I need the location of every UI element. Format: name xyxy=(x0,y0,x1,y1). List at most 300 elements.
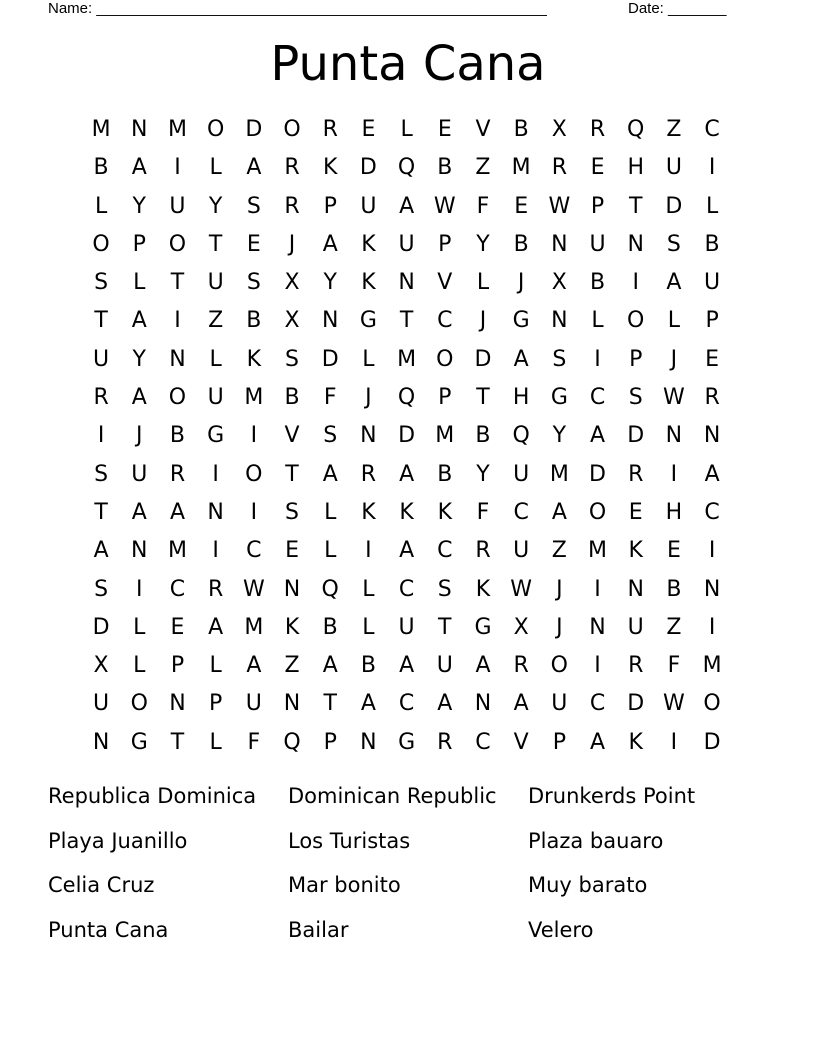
grid-letter: G xyxy=(550,385,568,411)
grid-letter: A xyxy=(704,461,720,487)
grid-letter: I xyxy=(250,499,258,525)
grid-letter: O xyxy=(168,231,187,257)
grid-letter: I xyxy=(212,461,219,487)
grid-letter: D xyxy=(627,691,645,717)
grid-letter: Z xyxy=(666,117,682,142)
grid-letter: C xyxy=(704,499,720,525)
grid-letter: C xyxy=(437,308,453,334)
grid-letter: D xyxy=(589,461,606,487)
grid-letter: L xyxy=(209,729,222,755)
grid-letter: Z xyxy=(666,614,682,640)
grid-letter: N xyxy=(474,691,492,717)
grid-letter: D xyxy=(703,729,721,755)
grid-letter: A xyxy=(169,499,185,525)
grid-letter: C xyxy=(398,576,415,602)
grid-letter: P xyxy=(323,729,337,755)
grid-letter: Y xyxy=(476,231,490,257)
grid-letter: D xyxy=(359,155,377,181)
grid-letter: S xyxy=(94,576,109,602)
grid-letter: A xyxy=(131,499,147,525)
grid-letter: U xyxy=(627,614,644,640)
grid-letter: N xyxy=(131,117,148,142)
grid-letter: X xyxy=(284,308,300,334)
word-list-item: Dominican Republic xyxy=(288,784,497,808)
grid-letter: L xyxy=(362,614,375,640)
grid-letter: R xyxy=(322,117,338,142)
grid-letter: F xyxy=(476,499,490,525)
grid-letter: P xyxy=(629,346,643,372)
grid-letter: B xyxy=(513,117,529,142)
grid-letter: R xyxy=(551,155,567,181)
grid-letter: D xyxy=(627,423,645,449)
grid-letter: K xyxy=(475,576,491,602)
grid-letter: P xyxy=(170,653,185,679)
grid-letter: N xyxy=(703,423,721,449)
word-list-item: Velero xyxy=(528,917,594,942)
grid-letter: S xyxy=(437,576,452,602)
grid-letter: D xyxy=(665,193,683,219)
grid-letter: O xyxy=(245,461,263,487)
grid-letter: E xyxy=(666,538,681,564)
grid-letter: N xyxy=(207,499,224,525)
grid-letter: M xyxy=(167,117,187,142)
grid-letter: R xyxy=(628,653,644,679)
grid-letter: K xyxy=(361,499,376,525)
grid-letter: B xyxy=(322,614,338,640)
grid-letter: A xyxy=(513,691,529,717)
grid-letter: I xyxy=(670,461,678,487)
grid-letter: U xyxy=(245,691,262,717)
grid-letter: I xyxy=(97,423,105,449)
grid-letter: U xyxy=(589,231,606,257)
grid-letter: G xyxy=(474,614,492,640)
grid-letter: T xyxy=(208,231,223,257)
grid-letter: N xyxy=(283,691,301,717)
grid-letter: J xyxy=(365,385,372,411)
grid-letter: S xyxy=(666,231,681,257)
grid-letter: L xyxy=(324,538,337,564)
grid-letter: I xyxy=(594,653,601,679)
grid-letter: U xyxy=(665,155,682,181)
grid-letter: S xyxy=(628,385,643,411)
grid-letter: K xyxy=(284,614,300,640)
grid-letter: F xyxy=(247,729,261,755)
grid-letter: T xyxy=(170,270,185,296)
grid-letter: B xyxy=(437,461,453,487)
grid-letter: U xyxy=(360,193,377,219)
grid-letter: S xyxy=(94,270,109,296)
grid-letter: Y xyxy=(323,270,337,296)
grid-letter: A xyxy=(131,308,147,334)
grid-letter: B xyxy=(513,231,529,257)
grid-letter: T xyxy=(285,461,299,487)
grid-letter: H xyxy=(627,155,644,181)
grid-letter: C xyxy=(246,538,262,564)
grid-letter: I xyxy=(708,538,716,564)
grid-letter: J xyxy=(517,270,525,296)
grid-letter: G xyxy=(398,729,416,755)
grid-letter: R xyxy=(437,729,453,755)
grid-letter: R xyxy=(513,653,529,679)
grid-letter: G xyxy=(130,729,148,755)
grid-letter: L xyxy=(209,653,222,679)
grid-letter: K xyxy=(628,538,643,564)
grid-letter: Y xyxy=(208,193,223,219)
grid-letter: A xyxy=(399,461,415,487)
grid-letter: P xyxy=(438,385,452,411)
grid-letter: R xyxy=(169,461,186,487)
grid-letter: N xyxy=(703,576,721,602)
grid-letter: N xyxy=(627,576,644,602)
date-field-label[interactable]: Date: _______ xyxy=(628,0,727,17)
grid-letter: D xyxy=(321,346,339,372)
grid-letter: S xyxy=(94,461,109,487)
grid-letter: K xyxy=(361,231,376,257)
grid-letter: N xyxy=(321,308,339,334)
grid-letter: T xyxy=(476,385,490,411)
grid-letter: M xyxy=(435,423,455,449)
grid-letter: W xyxy=(510,576,533,602)
grid-letter: T xyxy=(94,308,108,334)
grid-letter: J xyxy=(479,308,487,334)
grid-letter: R xyxy=(284,193,300,219)
grid-letter: Z xyxy=(551,538,567,564)
grid-letter: C xyxy=(169,576,186,602)
grid-letter: A xyxy=(590,423,606,449)
grid-letter: C xyxy=(513,499,529,525)
grid-letter: R xyxy=(475,538,491,564)
grid-letter: O xyxy=(436,346,454,372)
grid-letter: H xyxy=(512,385,530,411)
grid-letter: T xyxy=(170,729,185,755)
grid-letter: B xyxy=(666,576,682,602)
grid-letter: U xyxy=(93,346,110,372)
grid-letter: E xyxy=(514,193,529,219)
grid-letter: M xyxy=(549,461,569,487)
grid-letter: S xyxy=(552,346,567,372)
grid-letter: L xyxy=(133,270,146,296)
grid-letter: O xyxy=(206,117,225,142)
grid-letter: B xyxy=(475,423,491,449)
grid-letter: P xyxy=(705,308,719,334)
word-search-grid xyxy=(82,111,731,762)
grid-letter: L xyxy=(133,653,146,679)
grid-letter: Q xyxy=(512,423,530,449)
grid-letter: K xyxy=(246,346,262,372)
grid-letter: L xyxy=(133,614,146,640)
grid-letter: I xyxy=(212,538,219,564)
grid-letter: J xyxy=(670,346,678,372)
grid-letter: I xyxy=(174,155,181,181)
grid-letter: P xyxy=(590,193,605,219)
word-list-item: Drunkerds Point xyxy=(528,784,696,808)
word-list-item: Republica Dominica xyxy=(48,784,257,808)
grid-letter: X xyxy=(93,653,109,679)
grid-letter: O xyxy=(703,691,721,717)
grid-letter: T xyxy=(323,691,337,717)
grid-letter: L xyxy=(362,576,375,602)
grid-letter: N xyxy=(360,423,377,449)
grid-letter: U xyxy=(131,461,148,487)
grid-letter: P xyxy=(438,231,452,257)
grid-letter: E xyxy=(705,346,720,372)
grid-letter: O xyxy=(92,231,110,257)
grid-letter: Q xyxy=(321,576,339,602)
grid-letter: W xyxy=(663,385,685,411)
grid-letter: N xyxy=(169,346,186,372)
grid-letter: I xyxy=(250,423,258,449)
grid-letter: E xyxy=(361,117,376,142)
grid-letter: N xyxy=(551,308,568,334)
grid-letter: A xyxy=(399,653,415,679)
word-list-item: Plaza bauaro xyxy=(528,828,664,853)
grid-letter: J xyxy=(288,231,296,257)
grid-letter: Y xyxy=(132,346,146,372)
grid-letter: J xyxy=(136,423,143,449)
word-list-item: Los Turistas xyxy=(288,828,411,853)
grid-letter: O xyxy=(588,499,607,525)
word-list-item: Playa Juanillo xyxy=(48,828,188,853)
grid-letter: S xyxy=(246,270,261,296)
grid-letter: D xyxy=(474,346,492,372)
grid-letter: U xyxy=(398,231,415,257)
grid-letter: I xyxy=(670,729,678,755)
grid-letter: A xyxy=(208,614,224,640)
grid-letter: I xyxy=(136,576,143,602)
grid-letter: F xyxy=(323,385,337,411)
grid-letter: A xyxy=(437,691,453,717)
grid-letter: R xyxy=(589,117,606,142)
grid-letter: U xyxy=(513,461,530,487)
grid-letter: X xyxy=(284,270,300,296)
grid-letter: I xyxy=(594,576,601,602)
grid-letter: X xyxy=(551,117,567,142)
grid-letter: L xyxy=(591,308,604,334)
grid-letter: O xyxy=(283,117,301,142)
grid-letter: O xyxy=(130,691,148,717)
grid-letter: U xyxy=(551,691,568,717)
grid-letter: I xyxy=(594,346,601,372)
grid-letter: E xyxy=(246,231,261,257)
grid-letter: M xyxy=(167,538,187,564)
grid-letter: Q xyxy=(627,117,645,142)
grid-letter: U xyxy=(207,270,224,296)
grid-letter: I xyxy=(708,614,716,640)
name-field-label[interactable]: Name: ______________________________________________________ xyxy=(48,0,547,17)
grid-letter: N xyxy=(551,231,568,257)
grid-letter: B xyxy=(93,155,109,181)
grid-letter: A xyxy=(551,499,567,525)
grid-letter: C xyxy=(704,117,720,142)
grid-letter: U xyxy=(398,614,415,640)
grid-letter: P xyxy=(323,193,337,219)
grid-letter: D xyxy=(245,117,263,142)
grid-letter: U xyxy=(704,270,721,296)
grid-letter: A xyxy=(93,538,109,564)
grid-letter: Y xyxy=(476,461,490,487)
grid-letter: V xyxy=(475,117,491,142)
grid-letter: G xyxy=(359,308,377,334)
grid-letter: N xyxy=(627,231,644,257)
grid-letter: Y xyxy=(132,193,146,219)
grid-letter: V xyxy=(284,423,300,449)
grid-letter: W xyxy=(548,193,571,219)
grid-letter: A xyxy=(360,691,376,717)
grid-letter: B xyxy=(704,231,720,257)
grid-letter: R xyxy=(208,576,224,602)
grid-letter: U xyxy=(169,193,186,219)
grid-letter: P xyxy=(209,691,223,717)
grid-letter: B xyxy=(284,385,300,411)
grid-letter: T xyxy=(438,614,452,640)
grid-letter: N xyxy=(92,729,110,755)
grid-letter: C xyxy=(475,729,491,755)
grid-letter: F xyxy=(667,653,681,679)
grid-letter: Q xyxy=(397,155,416,181)
grid-letter: U xyxy=(513,538,530,564)
grid-letter: N xyxy=(665,423,683,449)
grid-letter: A xyxy=(399,193,415,219)
word-list-item: Bailar xyxy=(288,917,349,942)
grid-letter: L xyxy=(667,308,681,334)
grid-letter: K xyxy=(323,155,338,181)
grid-letter: L xyxy=(400,117,413,142)
word-list-item: Celia Cruz xyxy=(48,873,155,897)
grid-letter: A xyxy=(475,653,491,679)
grid-letter: A xyxy=(399,538,415,564)
grid-letter: T xyxy=(94,499,108,525)
grid-letter: R xyxy=(628,461,644,487)
grid-letter: A xyxy=(322,461,338,487)
grid-letter: R xyxy=(284,155,300,181)
grid-letter: S xyxy=(285,499,300,525)
grid-letter: Q xyxy=(397,385,416,411)
grid-letter: B xyxy=(360,653,376,679)
grid-letter: B xyxy=(169,423,186,449)
grid-letter: A xyxy=(666,270,682,296)
grid-letter: B xyxy=(589,270,606,296)
grid-letter: Z xyxy=(284,653,300,679)
grid-letter: A xyxy=(590,729,606,755)
grid-letter: K xyxy=(361,270,376,296)
grid-letter: G xyxy=(512,308,530,334)
grid-letter: O xyxy=(168,385,187,411)
grid-letter: P xyxy=(132,231,146,257)
grid-letter: J xyxy=(556,576,563,602)
grid-letter: A xyxy=(322,231,338,257)
grid-letter: W xyxy=(242,576,265,602)
grid-letter: N xyxy=(131,538,148,564)
grid-letter: X xyxy=(513,614,529,640)
grid-letter: L xyxy=(94,193,108,219)
grid-letter: E xyxy=(628,499,643,525)
grid-letter: N xyxy=(169,691,186,717)
grid-letter: L xyxy=(209,346,222,372)
grid-letter: I xyxy=(365,538,372,564)
grid-letter: O xyxy=(550,653,568,679)
grid-letter: E xyxy=(437,117,452,142)
grid-letter: L xyxy=(324,499,337,525)
grid-letter: B xyxy=(246,308,262,334)
grid-letter: D xyxy=(92,614,110,640)
grid-letter: J xyxy=(556,614,563,640)
grid-letter: K xyxy=(437,499,452,525)
grid-letter: N xyxy=(360,729,377,755)
grid-letter: R xyxy=(704,385,720,411)
grid-letter: E xyxy=(170,614,185,640)
grid-letter: C xyxy=(437,538,453,564)
grid-letter: Z xyxy=(475,155,491,181)
grid-letter: P xyxy=(552,729,566,755)
grid-letter: V xyxy=(437,270,453,296)
grid-letter: N xyxy=(589,614,606,640)
grid-letter: C xyxy=(589,385,606,411)
grid-letter: X xyxy=(551,270,567,296)
grid-letter: A xyxy=(322,653,338,679)
grid-letter: R xyxy=(93,385,109,411)
grid-letter: Q xyxy=(283,729,301,755)
grid-letter: M xyxy=(244,385,264,411)
grid-letter: B xyxy=(437,155,453,181)
grid-letter: M xyxy=(511,155,531,181)
grid-letter: K xyxy=(628,729,643,755)
grid-letter: A xyxy=(246,155,262,181)
grid-letter: U xyxy=(436,653,453,679)
grid-letter: I xyxy=(632,270,639,296)
grid-letter: M xyxy=(244,614,264,640)
grid-letter: V xyxy=(513,729,529,755)
grid-letter: M xyxy=(397,346,417,372)
header xyxy=(48,0,748,22)
grid-letter: W xyxy=(663,691,685,717)
grid-letter: N xyxy=(398,270,415,296)
grid-letter: D xyxy=(398,423,416,449)
grid-letter: A xyxy=(131,155,147,181)
grid-letter: A xyxy=(513,346,529,372)
grid-letter: S xyxy=(285,346,300,372)
word-list-item: Muy barato xyxy=(528,873,648,897)
grid-letter: L xyxy=(476,270,490,296)
grid-letter: L xyxy=(362,346,375,372)
grid-letter: E xyxy=(590,155,605,181)
grid-letter: M xyxy=(588,538,608,564)
grid-letter: H xyxy=(665,499,683,525)
grid-letter: Y xyxy=(552,423,567,449)
grid-letter: L xyxy=(209,155,222,181)
grid-letter: C xyxy=(398,691,415,717)
grid-letter: S xyxy=(323,423,338,449)
grid-letter: O xyxy=(627,308,645,334)
grid-letter: K xyxy=(399,499,414,525)
grid-letter: M xyxy=(91,117,111,142)
word-list-item: Mar bonito xyxy=(288,873,401,897)
grid-letter: W xyxy=(433,193,456,219)
grid-letter: C xyxy=(589,691,606,717)
grid-letter: S xyxy=(246,193,261,219)
grid-letter: T xyxy=(628,193,643,219)
grid-letter: G xyxy=(207,423,225,449)
word-list-item: Punta Cana xyxy=(48,917,169,942)
grid-letter: A xyxy=(131,385,147,411)
grid-letter: E xyxy=(285,538,299,564)
grid-letter: N xyxy=(283,576,301,602)
grid-letter: Z xyxy=(208,308,224,334)
grid-letter: I xyxy=(174,308,181,334)
grid-letter: L xyxy=(705,193,719,219)
page-title: Punta Cana xyxy=(270,36,546,92)
grid-letter: U xyxy=(93,691,110,717)
grid-letter: U xyxy=(207,385,224,411)
